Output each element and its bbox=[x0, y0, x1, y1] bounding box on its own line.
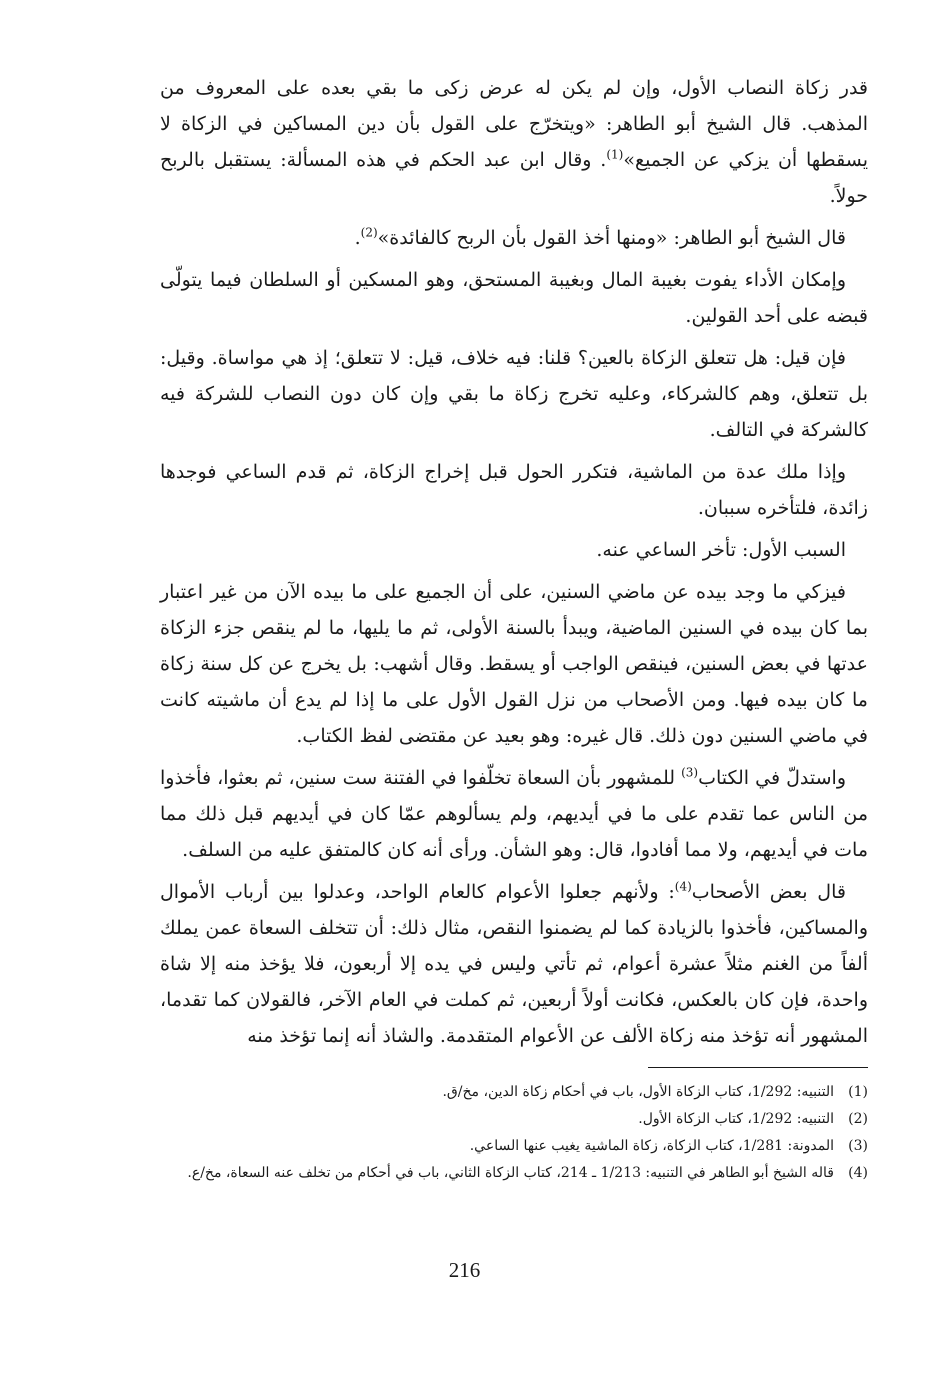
footnote-marker: (3) bbox=[681, 765, 699, 780]
paragraph bbox=[160, 220, 868, 256]
paragraph bbox=[160, 262, 868, 334]
text-run: . bbox=[354, 227, 361, 249]
footnote bbox=[160, 1134, 868, 1158]
text-run: فيزكي ما وجد بيده عن ماضي السنين، على أن الجميع على ما بيده الآن من غير اعتبار بما كان بيده في السنين الماضية، ويبدأ بالسنة الأولى، ثم ما يليها، ما لم ينقص جزء الزكاة عدتها في بعض السنين، فينقص الواجب أو يسقط. وقال أشهب: بل يخرج عن كل سنة زكاة ما كان بيده فيها. ومن الأصحاب من نزل القول الأول على ما إذا لم يدع أن ماشيته كانت في ماضي السنين دون ذلك. قال غيره: وهو بعيد عن مقتضى لفظ الكتاب. bbox=[160, 581, 868, 747]
text-run: وإمكان الأداء يفوت بغيبة المال وبغيبة المستحق، وهو المسكين أو السلطان فيما يتولّى قبضه على أحد القولين. bbox=[160, 269, 868, 327]
footnote-number: (4) bbox=[848, 1165, 868, 1181]
footnote-number: (3) bbox=[848, 1138, 868, 1154]
footnote-marker: (2) bbox=[360, 225, 378, 240]
footnote-number: (2) bbox=[848, 1111, 868, 1127]
text-run: قدر زكاة النصاب الأول، وإن لم يكن له عرض زكى ما بقي بعده على المعروف من المذهب. قال الشيخ أبو الطاهر: «ويتخرّج على القول بأن دين المساكين في الزكاة لا يسقطها أن يزكي عن الجميع» bbox=[160, 77, 868, 171]
text-run: قال بعض الأصحاب bbox=[691, 881, 846, 903]
text-run: فإن قيل: هل تتعلق الزكاة بالعين؟ قلنا: فيه خلاف، قيل: لا تتعلق؛ إذ هي مواساة. وقيل: بل تتعلق، وهم كالشركاء، وعليه تخرج زكاة ما بقي وإن كان دون النصاب للشركة فيه كالشركة في التالف. bbox=[160, 347, 868, 441]
footnote-marker: (4) bbox=[674, 879, 692, 894]
footnote-marker: (1) bbox=[606, 147, 624, 162]
text-run: وإذا ملك عدة من الماشية، فتكرر الحول قبل إخراج الزكاة، ثم قدم الساعي فوجدها زائدة، فلتأخره سببان. bbox=[160, 461, 868, 519]
footnote-separator bbox=[648, 1067, 868, 1068]
footnote bbox=[160, 1080, 868, 1104]
text-run: واستدلّ في الكتاب bbox=[698, 767, 846, 789]
footnotes bbox=[160, 1080, 868, 1188]
footnote-text: التنبيه: 1/292، كتاب الزكاة الأول، باب في أحكام زكاة الدين، مخ/ق. bbox=[442, 1084, 834, 1100]
footnote bbox=[160, 1161, 868, 1185]
text-run: : ولأنهم جعلوا الأعوام كالعام الواحد، وعدلوا بين أرباب الأموال والمساكين، فأخذوا بالزيادة كما لم يضمنوا النقص، مثال ذلك: أن تتخلف السعاة عمن يملك ألفاً من الغنم مثلاً عشرة أعوام، ثم تأتي وليس في يده إلا أربعون، فلا يؤخذ منه إلا شاة واحدة، فإن كان بالعكس، فكانت أولاً أربعين، ثم كملت في العام الآخر، فالقولان كما تقدما، المشهور أنه تؤخذ منه زكاة الألف عن الأعوام المتقدمة. والشاذ أنه إنما تؤخذ منه bbox=[160, 881, 868, 1047]
paragraph bbox=[160, 454, 868, 526]
paragraph bbox=[160, 340, 868, 448]
footnote-text: قاله الشيخ أبو الطاهر في التنبيه: 1/213 ـ 214، كتاب الزكاة الثاني، باب في أحكام من تخلف عنه السعاة، مخ/ع. bbox=[187, 1165, 834, 1181]
paragraph bbox=[160, 874, 868, 1054]
footnote-text: التنبيه: 1/292، كتاب الزكاة الأول. bbox=[638, 1111, 834, 1127]
footnote-number: (1) bbox=[848, 1084, 868, 1100]
text-run: السبب الأول: تأخر الساعي عنه. bbox=[596, 539, 846, 561]
text-run: قال الشيخ أبو الطاهر: «ومنها أخذ القول بأن الربح كالفائدة» bbox=[377, 227, 846, 249]
main-body-text bbox=[160, 70, 868, 1060]
text-run: . وقال ابن عبد الحكم في هذه المسألة: يستقبل بالربح حولاً. bbox=[160, 149, 868, 207]
paragraph bbox=[160, 574, 868, 754]
paragraph bbox=[160, 70, 868, 214]
footnote bbox=[160, 1107, 868, 1131]
page-number: 216 bbox=[448, 1258, 481, 1282]
paragraph bbox=[160, 760, 868, 868]
text-run: للمشهور بأن السعاة تخلّفوا في الفتنة ست سنين، ثم بعثوا، فأخذوا من الناس عما تقدم على ما في أيديهم، ولم يسألوهم عمّا كان في أيديهم قبل ذلك مما مات في أيديهم، ولا مما أفادوا، قال: وهو الشأن. ورأى أنه كان كالمتفق عليه من السلف. bbox=[160, 767, 868, 861]
footnote-text: المدونة: 1/281، كتاب الزكاة، زكاة الماشية يغيب عنها الساعي. bbox=[469, 1138, 834, 1154]
paragraph bbox=[160, 532, 868, 568]
